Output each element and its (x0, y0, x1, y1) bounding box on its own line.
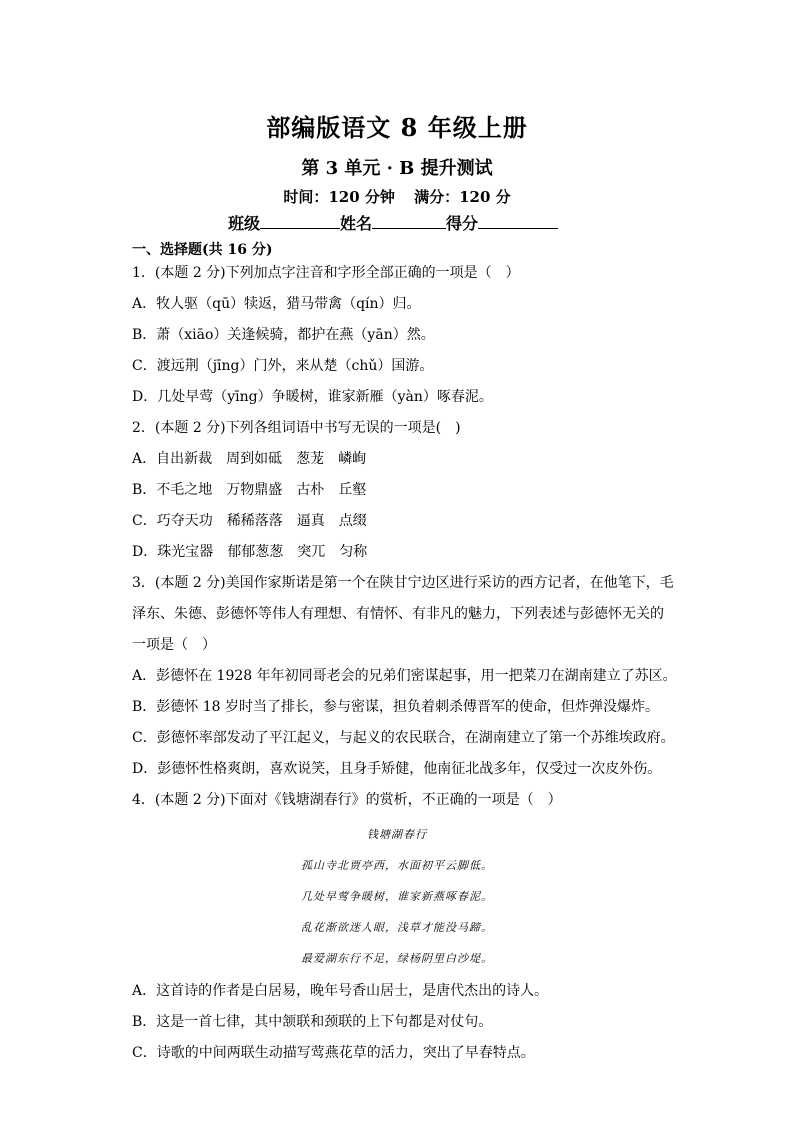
poem-line-3: 乱花渐欲迷人眼，浅草才能没马蹄。 (301, 921, 493, 934)
section-heading: 一、选择题(共 16 分) (132, 242, 273, 258)
page-subtitle: 第 3 单元 · B 提升测试 (301, 158, 493, 179)
question-2-option-a: A．自出新裁 周到如砥 葱茏 嶙峋 (132, 451, 367, 467)
question-1-stem: 1．(本题 2 分)下列加点字注音和字形全部正确的一项是（ ） (132, 265, 520, 281)
question-2-option-b: B．不毛之地 万物鼎盛 古朴 丘壑 (132, 482, 367, 498)
student-info-fields (228, 211, 588, 234)
question-3-option-a: A．彭德怀在 1928 年年初同哥老会的兄弟们密谋起事，用一把菜刀在湖南建立了苏区。 (132, 668, 677, 684)
question-3-stem-line-1: 3．(本题 2 分)美国作家斯诺是第一个在陕甘宁边区进行采访的西方记者，在他笔下，毛 (132, 575, 674, 591)
class-label: 班级 (228, 214, 261, 233)
full-score: 满分：120 分 (414, 188, 511, 206)
question-3-option-d: D．彭德怀性格爽朗，喜欢说笑，且身手矫健，他南征北战多年，仅受过一次皮外伤。 (132, 761, 662, 777)
time-limit: 时间：120 分钟 (283, 188, 395, 206)
question-1-option-b: B．萧（xiāo）关逢候骑，都护在燕（yān）然。 (132, 327, 435, 343)
poem-title: 钱塘湖春行 (367, 828, 427, 841)
question-1-option-a: A．牧人驱（qū）犊返，猎马带禽（qín）归。 (132, 296, 421, 312)
name-blank (372, 214, 446, 229)
points-label: 得分 (446, 214, 479, 233)
question-2-option-d: D．珠光宝器 郁郁葱葱 突兀 匀称 (132, 544, 368, 560)
question-3-stem-line-2: 泽东、朱德、彭德怀等伟人有理想、有情怀、有非凡的魅力，下列表述与彭德怀无关的 (132, 606, 664, 622)
time-score-line (0, 186, 794, 207)
question-4-option-c: C．诗歌的中间两联生动描写莺燕花草的活力，突出了早春特点。 (132, 1045, 535, 1061)
points-blank (478, 214, 558, 229)
question-2-option-c: C．巧夺天功 稀稀落落 逼真 点缀 (132, 513, 367, 529)
question-3-option-c: C．彭德怀率部发动了平江起义，与起义的农民联合，在湖南建立了第一个苏维埃政府。 (132, 730, 675, 746)
class-blank (260, 214, 340, 229)
question-4-option-a: A．这首诗的作者是白居易，晚年号香山居士，是唐代杰出的诗人。 (132, 983, 549, 999)
page-title: 部编版语文 8 年级上册 (266, 113, 528, 142)
question-2-stem: 2．(本题 2 分)下列各组词语中书写无误的一项是( ) (132, 420, 461, 436)
poem-line-2: 几处早莺争暖树，谁家新燕啄春泥。 (301, 890, 493, 903)
poem-line-1: 孤山寺北贾亭西，水面初平云脚低。 (301, 859, 493, 872)
name-label: 姓名 (340, 214, 373, 233)
question-3-option-b: B．彭德怀 18 岁时当了排长，参与密谋，担负着刺杀傅晋军的使命，但炸弹没爆炸。 (132, 699, 660, 715)
poem-line-4: 最爱湖东行不足，绿杨阴里白沙堤。 (301, 952, 493, 965)
question-3-stem-line-3: 一项是（ ） (132, 637, 216, 653)
question-4-option-b: B．这是一首七律，其中颔联和颈联的上下句都是对仗句。 (132, 1014, 493, 1030)
question-1-option-c: C．渡远荆（jīng）门外，来从楚（chǔ）国游。 (132, 358, 434, 374)
question-1-option-d: D．几处早莺（yīng）争暖树，谁家新雁（yàn）啄春泥。 (132, 389, 493, 405)
question-4-stem: 4．(本题 2 分)下面对《钱塘湖春行》的赏析，不正确的一项是（ ） (132, 792, 562, 808)
